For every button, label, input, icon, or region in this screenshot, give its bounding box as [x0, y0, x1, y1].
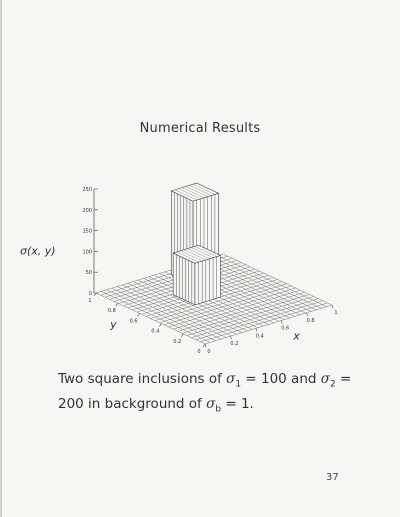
mesh-line [218, 256, 327, 307]
caption-text-1: Two square inclusions of [58, 371, 227, 387]
mesh-line [223, 254, 332, 305]
z-tick-label: 0 [88, 291, 92, 297]
z-tick-label: 200 [82, 207, 92, 214]
y-tick-label: 0 [197, 349, 201, 355]
sigma1-subscript: 1 [235, 379, 242, 390]
x-tick [230, 336, 231, 339]
y-tick [203, 344, 205, 347]
mesh-line [207, 259, 316, 310]
sigmab-subscript: b [215, 404, 222, 415]
z-tick-label: 50 [85, 270, 92, 277]
x-tick-label: 0 [207, 349, 211, 355]
x-tick [332, 305, 333, 308]
z-tick-label: 150 [82, 228, 92, 235]
y-tick [159, 324, 161, 327]
inclusion-sigma1 [173, 245, 220, 305]
y-tick-label: 0.6 [129, 318, 138, 325]
y-tick-label: 0.2 [173, 338, 182, 345]
caption-eq-1: = 100 and [241, 371, 321, 387]
x-axis-label: x [293, 329, 300, 343]
x-tick [256, 328, 257, 331]
caption-text-2: 200 in background of [58, 395, 207, 412]
x-tick [307, 313, 308, 316]
x-tick-label: 0.6 [281, 325, 290, 332]
z-axis-label: σ(x, y) [20, 244, 56, 258]
y-tick-label: 0.4 [151, 328, 160, 335]
x-tick [281, 321, 282, 324]
sigma2-symbol: σ [320, 371, 330, 387]
y-tick-label: 0.8 [107, 308, 116, 315]
caption-eq-2: = [335, 371, 352, 387]
y-tick [116, 303, 118, 306]
x-tick-label: 0.4 [255, 333, 264, 340]
caption-eq-3: = 1. [221, 395, 254, 412]
x-tick-label: 1 [334, 310, 338, 316]
sigma2-subscript: 2 [329, 379, 336, 390]
x-tick-label: 0.8 [306, 317, 315, 324]
y-tick [138, 313, 140, 316]
sigmab-symbol: σ [206, 395, 216, 412]
surface-plot [0, 180, 400, 355]
x-tick-label: 0.2 [230, 341, 239, 348]
y-tick [181, 334, 183, 337]
figure-caption [58, 370, 378, 419]
mesh-line [212, 257, 321, 308]
page-number: 37 [326, 472, 339, 483]
y-axis-label: y [110, 317, 117, 331]
y-tick-label: 1 [88, 298, 92, 304]
y-tick [94, 293, 96, 296]
x-tick [205, 344, 206, 347]
z-tick-label: 100 [82, 249, 92, 256]
slide-title: Numerical Results [139, 121, 261, 136]
z-tick-label: 250 [82, 187, 92, 193]
sigma1-symbol: σ [226, 371, 236, 387]
